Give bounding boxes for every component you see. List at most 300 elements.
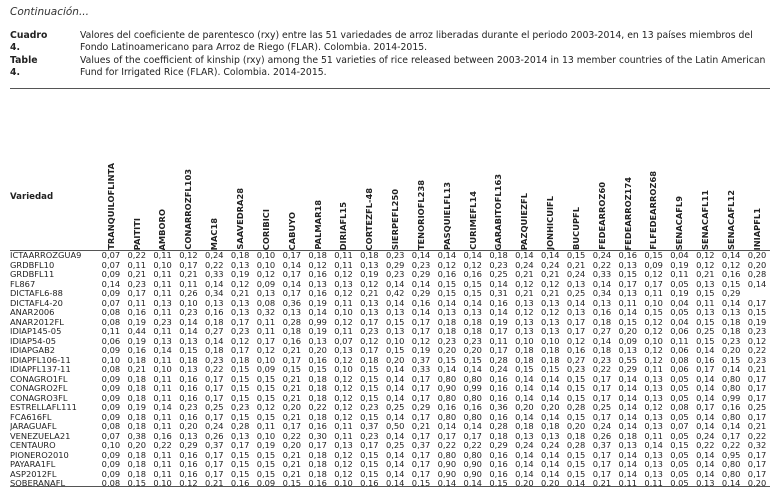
kinship-value: 0,16 [721,403,741,412]
kinship-value: 0,07 [101,431,121,441]
kinship-value: 0,25 [489,270,508,279]
kinship-value: 0,14 [696,422,715,431]
kinship-value: 0,14 [618,450,638,460]
kinship-value: 0,20 [747,479,767,488]
kinship-value: 0,12 [256,346,276,355]
variety-name: GRDBFL10 [10,260,55,270]
kinship-value: 0,09 [256,279,276,289]
kinship-value: 0,11 [153,250,172,260]
kinship-value: 0,25 [747,403,767,412]
kinship-value: 0,17 [644,279,663,289]
kinship-value: 0,24 [696,431,715,441]
kinship-value: 0,18 [127,393,146,403]
kinship-value: 0,15 [230,384,250,393]
kinship-value: 0,21 [282,374,302,384]
kinship-value: 0,13 [515,298,534,308]
kinship-value: 0,22 [721,441,741,450]
column-header [718,93,744,251]
kinship-value: 0,13 [179,336,198,346]
kinship-value: 0,16 [308,479,327,488]
kinship-value: 0,14 [515,412,534,422]
kinship-value: 0,19 [256,441,276,450]
kinship-value: 0,16 [308,422,327,431]
kinship-value: 0,15 [696,317,715,327]
kinship-value: 0,17 [747,384,767,393]
kinship-value: 0,17 [127,289,146,298]
kinship-value: 0,08 [101,479,121,488]
kinship-value: 0,13 [541,298,560,308]
kinship-value: 0,17 [205,393,224,403]
kinship-value: 0,14 [463,422,482,431]
kinship-value: 0,18 [308,250,327,260]
kinship-value: 0,14 [618,422,638,431]
kinship-value: 0,22 [308,403,327,412]
variety-name: CENTAURO [10,441,56,450]
kinship-value: 0,12 [334,450,353,460]
kinship-value: 0,17 [282,270,302,279]
kinship-value: 0,13 [644,469,663,479]
kinship-value: 0,14 [696,450,715,460]
kinship-value: 0,29 [411,270,431,279]
kinship-value: 0,20 [541,479,560,488]
kinship-value: 0,22 [437,441,457,450]
kinship-value: 0,26 [205,431,224,441]
kinship-value: 0,18 [437,327,457,336]
kinship-value: 0,17 [205,412,224,422]
kinship-value: 0,11 [644,365,663,374]
variety-name: ICTAARROZGUA9 [10,250,82,260]
kinship-value: 0,14 [411,250,431,260]
kinship-value: 0,18 [127,422,146,431]
kinship-value: 0,17 [747,393,767,403]
kinship-value: 0,23 [747,355,767,365]
column-header-label: DIRIAFL15 [338,201,349,250]
kinship-value: 0,18 [592,317,612,327]
kinship-value: 0,15 [618,317,638,327]
column-header [331,93,357,251]
variety-name: CONAGRO3FL [10,393,68,403]
kinship-value: 0,23 [230,403,250,412]
table-row [10,280,770,290]
kinship-value: 0,80 [721,460,741,469]
kinship-value: 0,17 [205,450,224,460]
kinship-value: 0,15 [721,355,741,365]
kinship-value: 0,18 [230,250,250,260]
kinship-value: 0,12 [334,384,353,393]
kinship-value: 0,20 [308,346,327,355]
kinship-value: 0,11 [153,412,172,422]
kinship-value: 0,17 [256,336,276,346]
kinship-value: 0,21 [282,412,302,422]
kinship-value: 0,14 [489,279,508,289]
kinship-value: 0,21 [515,289,534,298]
kinship-value: 0,17 [411,384,431,393]
kinship-value: 0,18 [308,460,327,469]
kinship-value: 0,22 [282,431,302,441]
variety-name: IDIAPGAB2 [10,346,56,355]
kinship-value: 0,11 [256,422,276,431]
kinship-value: 0,11 [153,469,172,479]
kinship-value: 0,33 [411,365,431,374]
kinship-value: 0,36 [489,403,508,412]
kinship-value: 0,15 [230,460,250,469]
column-header-label: SENACAFL11 [700,189,711,250]
column-header [486,93,512,251]
kinship-value: 0,11 [153,384,172,393]
kinship-value: 0,22 [592,365,612,374]
kinship-value: 0,16 [308,355,327,365]
kinship-value: 0,27 [566,355,586,365]
kinship-value: 0,13 [230,298,250,308]
table-row [10,470,770,480]
kinship-value: 0,12 [696,260,715,270]
kinship-value: 0,33 [592,270,612,279]
kinship-value: 0,11 [618,298,638,308]
caption-spanish-text: Valores del coeficiente de parentesco (rxy) entre las 51 variedades de arroz liberadas durante el periodo 2003-2014, en 13 países miembros del Fondo Latinoamericano para Arroz de Riego (FLAR). Colombia. 2014-2015. [80,30,753,53]
kinship-value: 0,12 [747,336,767,346]
kinship-value: 0,16 [179,393,198,403]
kinship-value: 0,17 [747,374,767,384]
kinship-value: 0,14 [721,298,741,308]
kinship-value: 0,14 [592,279,612,289]
kinship-value: 0,30 [308,431,327,441]
kinship-value: 0,36 [282,298,302,308]
kinship-value: 0,21 [230,289,250,298]
kinship-value: 0,15 [282,365,302,374]
kinship-value: 0,23 [385,270,405,279]
column-header-label: SENACAFL12 [726,189,737,250]
kinship-value: 0,12 [644,270,663,279]
column-header [615,93,641,251]
kinship-value: 0,14 [618,469,638,479]
variety-name: PIONERO2010 [10,450,69,460]
column-header [667,93,693,251]
table-body [10,251,770,489]
kinship-value: 0,15 [360,393,379,403]
column-header-label: SAAVEDRA28 [234,188,245,250]
kinship-value: 0,23 [153,317,172,327]
kinship-value: 0,17 [566,327,586,336]
kinship-value: 0,15 [437,355,457,365]
kinship-value: 0,09 [101,412,121,422]
column-header [227,93,253,251]
kinship-value: 0,10 [334,365,353,374]
kinship-value: 0,17 [205,460,224,469]
kinship-value: 0,05 [670,412,689,422]
kinship-value: 0,13 [515,327,534,336]
kinship-value: 0,14 [721,250,741,260]
kinship-value: 0,13 [230,260,250,270]
kinship-value: 0,13 [205,298,224,308]
kinship-value: 0,15 [566,393,586,403]
kinship-value: 0,21 [696,270,715,279]
table-row [10,394,770,404]
column-header [589,93,615,251]
kinship-value: 0,14 [282,260,302,270]
column-header [537,93,563,251]
kinship-value: 0,12 [256,403,276,412]
kinship-value: 0,17 [282,355,302,365]
kinship-value: 0,16 [179,374,198,384]
kinship-value: 0,11 [256,327,276,336]
kinship-value: 0,19 [670,260,689,270]
kinship-table [10,93,770,489]
kinship-value: 0,13 [385,308,405,317]
kinship-value: 0,18 [515,346,534,355]
kinship-value: 0,27 [205,327,224,336]
kinship-value: 0,13 [360,298,379,308]
table-row [10,356,770,366]
column-header-label: FEDEARROZ174 [622,176,633,250]
kinship-value: 0,22 [592,260,612,270]
kinship-value: 0,14 [618,403,638,412]
kinship-value: 0,14 [515,374,534,384]
column-header-label: AMBORO [157,208,168,250]
kinship-value: 0,14 [437,250,457,260]
kinship-value: 0,15 [437,279,457,289]
kinship-value: 0,17 [411,327,431,336]
kinship-value: 0,17 [282,250,302,260]
kinship-value: 0,27 [592,327,612,336]
kinship-value: 0,20 [515,403,534,412]
kinship-value: 0,17 [411,317,431,327]
kinship-value: 0,34 [205,289,224,298]
kinship-value: 0,23 [360,403,379,412]
kinship-value: 0,13 [541,431,560,441]
kinship-value: 0,07 [101,250,121,260]
kinship-value: 0,19 [308,327,327,336]
kinship-value: 0,18 [127,460,146,469]
column-header [279,93,305,251]
table-row [10,308,770,318]
kinship-value: 0,19 [308,298,327,308]
kinship-value: 0,05 [670,308,689,317]
kinship-value: 0,19 [670,289,689,298]
kinship-value: 0,08 [670,355,689,365]
kinship-value: 0,11 [696,298,715,308]
table-row [10,327,770,337]
kinship-value: 0,10 [334,308,353,317]
kinship-value: 0,20 [282,441,302,450]
kinship-value: 0,14 [696,384,715,393]
kinship-value: 0,15 [463,289,482,298]
kinship-value: 0,11 [127,260,146,270]
column-header [98,93,124,251]
kinship-value: 0,19 [411,346,431,355]
kinship-value: 0,17 [592,374,612,384]
kinship-value: 0,05 [670,431,689,441]
column-header-label: PASQUIELFL13 [441,181,452,250]
kinship-value: 0,21 [282,469,302,479]
kinship-value: 0,16 [127,308,146,317]
table-row [10,432,770,442]
kinship-value: 0,18 [592,346,612,355]
kinship-value: 0,15 [566,250,586,260]
kinship-value: 0,09 [101,289,121,298]
kinship-value: 0,15 [230,374,250,384]
kinship-value: 0,14 [385,450,405,460]
kinship-value: 0,15 [463,355,482,365]
kinship-value: 0,14 [463,298,482,308]
kinship-value: 0,13 [566,279,586,289]
kinship-value: 0,23 [437,336,457,346]
column-header-label: PAITITI [131,217,142,250]
kinship-value: 0,13 [644,374,663,384]
kinship-value: 0,13 [515,431,534,441]
kinship-value: 0,80 [721,412,741,422]
kinship-value: 0,18 [308,450,327,460]
kinship-value: 0,14 [515,450,534,460]
kinship-value: 0,18 [463,317,482,327]
kinship-value: 0,12 [644,403,663,412]
kinship-value: 0,17 [696,403,715,412]
kinship-value: 0,24 [515,260,534,270]
kinship-value: 0,13 [644,412,663,422]
kinship-value: 0,18 [721,317,741,327]
kinship-value: 0,31 [489,289,508,298]
kinship-value: 0,17 [747,412,767,422]
kinship-value: 0,12 [360,336,379,346]
kinship-value: 0,29 [385,260,405,270]
kinship-value: 0,16 [489,298,508,308]
kinship-value: 0,08 [101,308,121,317]
kinship-value: 0,12 [411,336,431,346]
kinship-value: 0,19 [127,317,146,327]
kinship-value: 0,17 [205,384,224,393]
kinship-value: 0,20 [282,403,302,412]
column-header [512,93,538,251]
kinship-value: 0,15 [360,374,379,384]
kinship-value: 0,15 [282,479,302,488]
kinship-value: 0,14 [385,479,405,488]
kinship-value: 0,18 [230,355,250,365]
kinship-value: 0,04 [670,317,689,327]
kinship-value: 0,14 [411,308,431,317]
kinship-value: 0,15 [127,479,146,488]
kinship-value: 0,14 [385,412,405,422]
kinship-value: 0,17 [566,317,586,327]
caption-spanish-label: Cuadro 4. [10,30,48,53]
kinship-value: 0,16 [489,374,508,384]
kinship-value: 0,05 [670,279,689,289]
kinship-value: 0,05 [670,384,689,393]
kinship-value: 0,25 [385,403,405,412]
kinship-value: 0,23 [747,327,767,336]
variety-name: DICTAFL6-88 [10,289,63,298]
kinship-value: 0,24 [566,270,586,279]
kinship-value: 0,99 [721,393,741,403]
kinship-value: 0,13 [541,327,560,336]
kinship-value: 0,15 [360,460,379,469]
table-row [10,318,770,328]
kinship-value: 0,21 [282,450,302,460]
kinship-value: 0,80 [437,450,457,460]
kinship-value: 0,26 [179,289,198,298]
kinship-value: 0,80 [463,393,482,403]
kinship-value: 0,28 [747,270,767,279]
kinship-value: 0,06 [670,346,689,355]
kinship-value: 0,80 [721,384,741,393]
kinship-value: 0,23 [411,260,431,270]
variety-name: IDIAP54-05 [10,336,57,346]
kinship-value: 0,28 [489,355,508,365]
kinship-value: 0,22 [127,250,146,260]
kinship-value: 0,14 [385,374,405,384]
kinship-value: 0,18 [489,250,508,260]
kinship-value: 0,14 [696,346,715,355]
kinship-value: 0,14 [489,308,508,317]
kinship-value: 0,07 [334,336,353,346]
kinship-value: 0,37 [205,441,224,450]
kinship-value: 0,14 [618,308,638,317]
kinship-value: 0,16 [437,403,457,412]
kinship-value: 0,10 [153,260,172,270]
table-row [10,346,770,356]
variety-name: IDIAPFL106-11 [10,355,71,365]
kinship-value: 0,15 [179,346,198,355]
column-header-label: CORTEZFL-48 [364,187,375,250]
column-header-label: SIERPEFL250 [390,188,401,250]
kinship-value: 0,17 [360,441,379,450]
kinship-value: 0,20 [721,346,741,355]
kinship-value: 0,14 [696,469,715,479]
kinship-value: 0,14 [618,460,638,469]
kinship-value: 0,12 [437,260,457,270]
kinship-value: 0,16 [489,384,508,393]
kinship-value: 0,16 [489,469,508,479]
kinship-value: 0,13 [282,308,302,317]
variety-name: VENEZUELA21 [10,431,71,441]
column-header [124,93,150,251]
variety-name: CONAGRO1FL [10,374,68,384]
kinship-value: 0,17 [411,393,431,403]
kinship-value: 0,80 [463,374,482,384]
kinship-value: 0,16 [179,460,198,469]
kinship-value: 0,14 [541,450,560,460]
kinship-value: 0,12 [230,279,250,289]
kinship-value: 0,16 [489,460,508,469]
kinship-value: 0,12 [256,270,276,279]
kinship-value: 0,12 [644,317,663,327]
kinship-value: 0,12 [230,336,250,346]
table-header-row [10,93,770,251]
kinship-value: 0,17 [360,317,379,327]
kinship-value: 0,13 [566,308,586,317]
kinship-value: 0,25 [592,403,612,412]
table-row [10,479,770,489]
row-header: Variedad [10,191,54,202]
kinship-value: 0,11 [153,270,172,279]
variety-name: IDIAP145-05 [10,327,62,336]
kinship-value: 0,50 [385,422,405,431]
kinship-value: 0,12 [334,469,353,479]
kinship-value: 0,20 [747,260,767,270]
kinship-value: 0,16 [308,289,327,298]
kinship-value: 0,18 [127,469,146,479]
kinship-value: 0,15 [385,346,405,355]
kinship-value: 0,15 [230,412,250,422]
kinship-value: 0,12 [463,260,482,270]
kinship-value: 0,17 [411,412,431,422]
column-header [641,93,667,251]
kinship-value: 0,21 [282,460,302,469]
kinship-value: 0,24 [205,250,224,260]
kinship-value: 0,10 [153,479,172,488]
kinship-value: 0,14 [411,279,431,289]
kinship-value: 0,15 [644,250,663,260]
kinship-value: 0,13 [308,336,327,346]
kinship-value: 0,09 [101,403,121,412]
